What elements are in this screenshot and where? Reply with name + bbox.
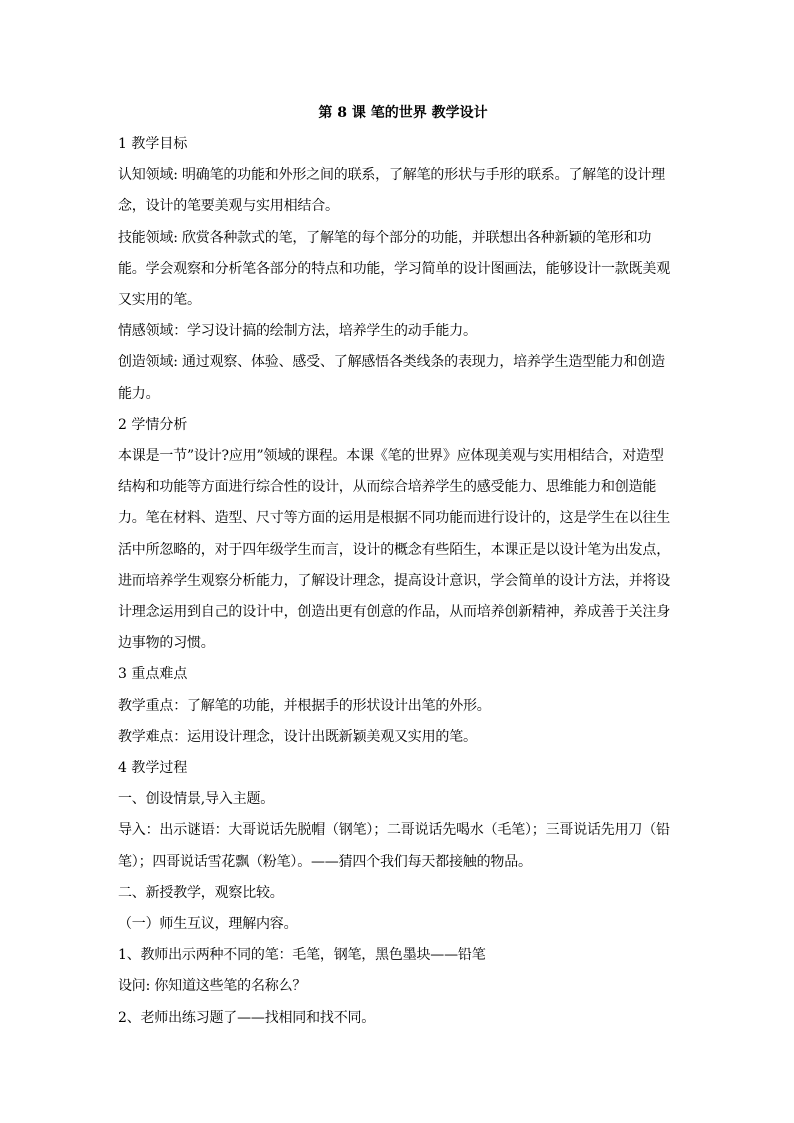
paragraph-step-1: 一、创设情景,导入主题。 [118, 791, 275, 808]
paragraph-intro-riddle: 导入：出示谜语：大哥说话先脱帽（钢笔）；二哥说话先喝水（毛笔）；三哥说话先用刀（铅笔）；四哥说话雪花飘（粉笔）。——猜四个我们每天都接触的物品。 [118, 822, 670, 870]
paragraph-step-2: 二、新授教学，观察比较。 [118, 884, 284, 901]
paragraph-question: 设问: 你知道这些笔的名称么？ [118, 978, 307, 995]
paragraph-key-point: 教学重点：了解笔的功能，并根据手的形状设计出笔的外形。 [118, 697, 491, 714]
paragraph-difficulty: 教学难点：运用设计理念，设计出既新颖美观又实用的笔。 [118, 728, 477, 745]
document-title: 第 8 课 笔的世界 教学设计 [318, 105, 488, 121]
paragraph-skills: 技能领域: 欣赏各种款式的笔，了解笔的每个部分的功能，并联想出各种新颖的笔形和功能。学会观察和分析笔各部分的特点和功能，学习简单的设计图画法，能够设计一款既美观又实用的笔。 [118, 229, 670, 309]
section-heading-process: 4 教学过程 [118, 760, 188, 777]
paragraph-analysis: 本课是一节”设计?应用”领域的课程。本课《笔的世界》应体现美观与实用相结合，对造型结构和功能等方面进行综合性的设计，从而综合培养学生的感受能力、思维能力和创造能力。笔在材料、造型、尺寸等方面的运用是根据不同功能而进行设计的，这是学生在以往生活中所忽略的，对于四年级学生而言，设计的概念有些陌生，本课正是以设计笔为出发点，进而培养学生观察分析能力，了解设计理念，提高设计意识，学会简单的设计方法，并将设计理念运用到自己的设计中，创造出更有创意的作品，从而培养创新精神，养成善于关注身边事物的习惯。 [118, 448, 670, 652]
paragraph-item-2: 2、老师出练习题了——找相同和找不同。 [118, 1009, 376, 1026]
paragraph-item-1: 1、教师出示两种不同的笔：毛笔，钢笔，黑色墨块——铅笔 [118, 947, 486, 964]
paragraph-cognitive: 认知领域: 明确笔的功能和外形之间的联系，了解笔的形状与手形的联系。了解笔的设计理念，设计的笔要美观与实用相结合。 [118, 167, 665, 215]
paragraph-substep-1: （一）师生互议，理解内容。 [118, 916, 298, 933]
section-heading-objectives: 1 教学目标 [118, 136, 188, 152]
section-heading-analysis: 2 学情分析 [118, 416, 188, 433]
document-page [118, 103, 676, 1034]
paragraph-emotion: 情感领域：学习设计搞的绘制方法，培养学生的动手能力。 [118, 323, 477, 340]
paragraph-creation: 创造领域: 通过观察、体验、感受、了解感悟各类线条的表现力，培养学生造型能力和创造能力。 [118, 354, 665, 402]
section-heading-key-points: 3 重点难点 [118, 666, 188, 683]
